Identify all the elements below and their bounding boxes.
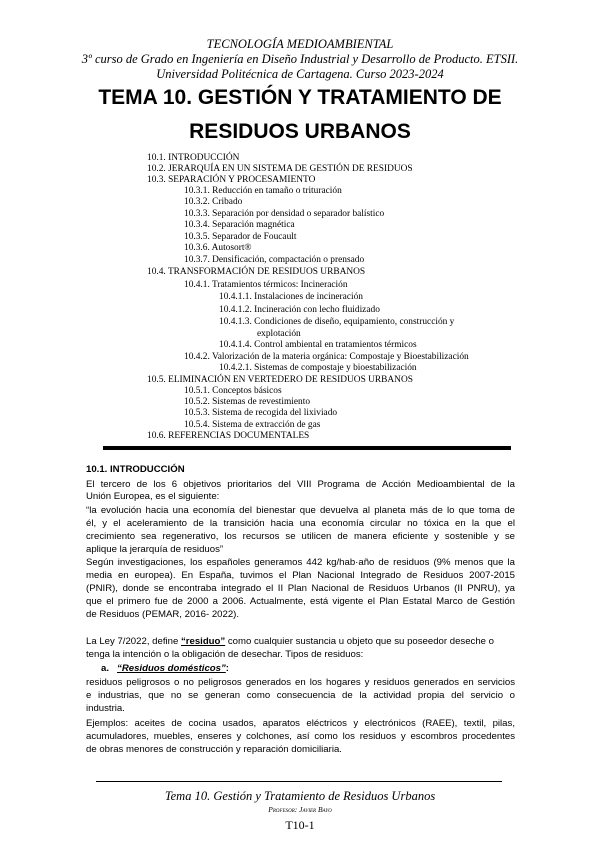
toc-item: 10.4.1. Tratamientos térmicos: Incineración <box>184 280 348 290</box>
paragraph-line: El tercero de los 6 objetivos prioritarios del VIII Programa de Acción Medioambiental de la <box>86 479 515 490</box>
toc-item: 10.5.2. Sistemas de revestimiento <box>184 397 311 407</box>
toc-item: 10.4.1.1. Instalaciones de incineración <box>219 292 363 302</box>
paragraph-line: (PNIR), donde se encontraba integrado el II Plan Nacional de Residuos Urbanos (II PNRU), ya <box>86 583 515 594</box>
toc-item: 10.5.1. Conceptos básicos <box>184 386 282 396</box>
paragraph-line: industria. <box>86 703 125 714</box>
paragraph-line: residuos peligrosos o no peligrosos generados en los hogares y residuos generados en servicios <box>86 677 515 688</box>
toc-item: 10.4.2. Valorización de la materia orgánica: Compostaje y Bioestabilización <box>184 352 469 362</box>
term-residuos-domesticos: “Residuos domésticos” <box>117 663 226 674</box>
header-degree: 3º curso de Grado en Ingeniería en Diseño Industrial y Desarrollo de Producto. ETSII. <box>81 52 519 66</box>
paragraph-line: tenga la intención o la obligación de desechar. Tipos de residuos: <box>86 649 364 660</box>
toc-item: 10.3.3. Separación por densidad o separador balístico <box>184 209 385 219</box>
toc-item: 10.5. ELIMINACIÓN EN VERTEDERO DE RESIDUOS URBANOS <box>147 375 413 385</box>
page-title-line2: RESIDUOS URBANOS <box>189 120 411 143</box>
paragraph-line: de Residuos (PEMAR, 2016- 2022). <box>86 609 240 620</box>
quote-line: aplique la jerarquía de residuos” <box>86 544 224 555</box>
toc-item: 10.1. INTRODUCCIÓN <box>147 153 240 163</box>
paragraph-line: Ejemplos: aceites de cocina usados, aparatos eléctricos y electrónicos (RAEE), textil, pilas, <box>86 718 515 729</box>
paragraph-line: media en europea). En España, tuvimos el Plan Nacional Integrado de Residuos 2007-2015 <box>86 570 515 581</box>
footer-title: Tema 10. Gestión y Tratamiento de Residuos Urbanos <box>164 789 436 803</box>
footer-author: Profesor: Javier Bayo <box>268 805 332 814</box>
section-heading: 10.1. INTRODUCCIÓN <box>86 464 185 475</box>
toc-item: 10.6. REFERENCIAS DOCUMENTALES <box>147 431 310 441</box>
header-course: TECNOLOGÍA MEDIOAMBIENTAL <box>206 37 394 51</box>
footer-divider <box>96 781 502 782</box>
toc-item: 10.5.4. Sistema de extracción de gas <box>184 420 321 430</box>
quote-line: “la evolución hacia una economía del bienestar que devuelva al planeta más de lo que toma de <box>86 505 515 516</box>
toc-item: 10.3.2. Cribado <box>184 197 243 207</box>
paragraph-line: que el primero fue de 2000 a 2006. Actualmente, está vigente el Plan Estatal Marco de Gestión <box>86 596 515 607</box>
quote-line: crecimiento sea regenerativo, los recursos se utilicen de manera eficiente y sostenible y se <box>86 531 515 542</box>
term-residuo: “residuo” <box>180 636 226 647</box>
toc-item: 10.5.3. Sistema de recogida del lixiviado <box>184 408 338 418</box>
toc-item: 10.2. JERARQUÍA EN UN SISTEMA DE GESTIÓN DE RESIDUOS <box>147 164 413 174</box>
toc-item: 10.3. SEPARACIÓN Y PROCESAMIENTO <box>147 175 316 185</box>
toc-item: 10.4. TRANSFORMACIÓN DE RESIDUOS URBANOS <box>147 267 366 277</box>
header-university: Universidad Politécnica de Cartagena. Curso 2023-2024 <box>156 67 444 81</box>
quote-line: él, y el aceleramiento de la transición hacia una economía circular no tóxica en la que el <box>86 518 515 529</box>
toc-item: 10.3.4. Separación magnética <box>184 220 295 230</box>
paragraph-line: acumuladores, muebles, enseres y colchones, así como los residuos y escombros procedentes <box>86 731 515 742</box>
toc-item: 10.3.5. Separador de Foucault <box>184 232 297 242</box>
toc-item: 10.4.1.3. Condiciones de diseño, equipamiento, construcción y <box>219 317 455 327</box>
section-divider <box>103 446 511 450</box>
definition-line: La Ley 7/2022, define “residuo” como cualquier sustancia u objeto que su poseedor deseche o <box>86 636 495 647</box>
toc-item-continuation: explotación <box>257 329 301 339</box>
toc-item: 10.3.1. Reducción en tamaño o trituración <box>184 186 342 196</box>
paragraph-line: Según investigaciones, los españoles generamos 442 kg/hab·año de residuos (9% menos que la <box>86 557 515 568</box>
paragraph-line: e industrias, que no se generan como consecuencia de la actividad propia del servicio o <box>86 690 515 701</box>
page-number: T10-1 <box>285 818 315 832</box>
toc-item: 10.3.7. Densificación, compactación o prensado <box>184 255 365 265</box>
list-marker: a. <box>101 663 110 674</box>
page-title-line1: TEMA 10. GESTIÓN Y TRATAMIENTO DE <box>98 86 502 109</box>
toc-item: 10.4.1.2. Incineración con lecho fluidizado <box>219 305 380 315</box>
toc-item: 10.4.1.4. Control ambiental en tratamientos térmicos <box>219 340 417 350</box>
paragraph-line: de obras menores de construcción y reparación domiciliaria. <box>86 744 342 755</box>
toc-item: 10.3.6. Autosort® <box>184 243 252 253</box>
list-item-heading: a. “Residuos domésticos”: <box>101 663 229 674</box>
toc-item: 10.4.2.1. Sistemas de compostaje y bioestabilización <box>219 363 417 373</box>
paragraph-line: Unión Europea, es el siguiente: <box>86 491 220 502</box>
